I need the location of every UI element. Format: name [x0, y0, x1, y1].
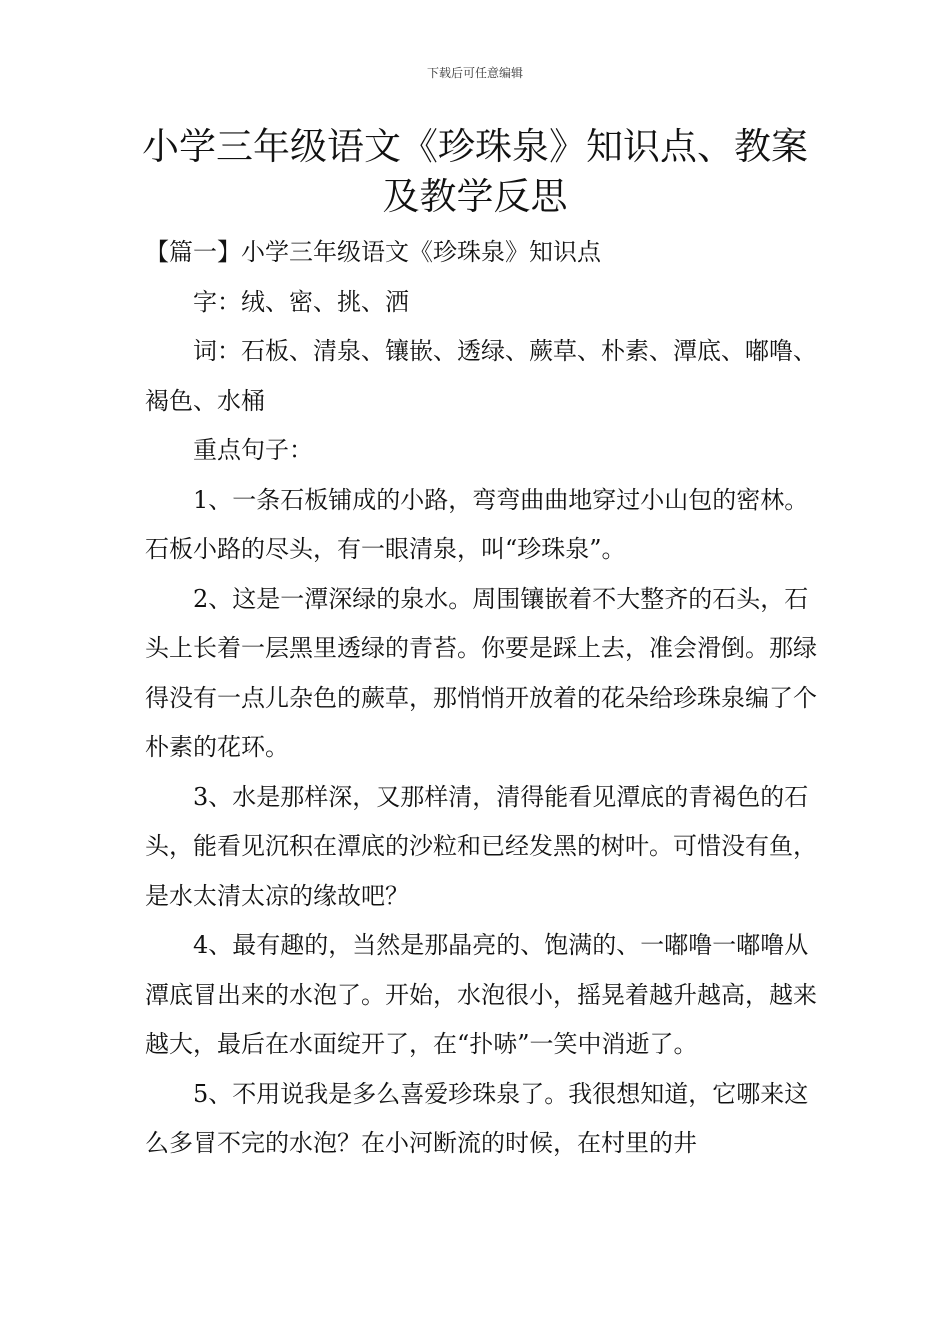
sentence-item: 4、最有趣的，当然是那晶亮的、饱满的、一嘟噜一嘟噜从潭底冒出来的水泡了。开始，水泡很小，摇晃着越升越高，越来越大，最后在水面绽开了，在“扑哧”一笑中消逝了。: [145, 931, 817, 1058]
sentence-item: 1、一条石板铺成的小路，弯弯曲曲地穿过小山包的密林。石板小路的尽头，有一眼清泉，叫“珍珠泉”。: [145, 485, 809, 563]
document-title: [100, 122, 850, 222]
title-line-1: 小学三年级语文《珍珠泉》知识点、教案: [142, 125, 808, 168]
sentence-item: 2、这是一潭深绿的泉水。周围镶嵌着不大整齐的石头，石头上长着一层黑里透绿的青苔。你要是踩上去，准会滑倒。那绿得没有一点儿杂色的蕨草，那悄悄开放着的花朵给珍珠泉编了个朴素的花环。: [145, 584, 817, 761]
sentence-item: 5、不用说我是多么喜爱珍珠泉了。我很想知道，它哪来这么多冒不完的水泡？在小河断流的时候，在村里的井: [145, 1079, 809, 1157]
sentence-item: 3、水是那样深，又那样清，清得能看见潭底的青褐色的石头，能看见沉积在潭底的沙粒和已经发黑的树叶。可惜没有鱼，是水太清太凉的缘故吧？: [145, 782, 817, 910]
title-line-2: 及教学反思: [382, 175, 568, 218]
document-body: [145, 228, 825, 1169]
header-note: 下载后可任意编辑: [426, 66, 523, 80]
words-line: 词：石板、清泉、镶嵌、透绿、蕨草、朴素、潭底、嘟噜、褐色、水桶: [145, 337, 817, 415]
key-sentences-label: 重点句子：: [193, 436, 313, 464]
section-heading: 【篇一】小学三年级语文《珍珠泉》知识点: [145, 238, 601, 266]
chars-line: 字：绒、密、挑、洒: [193, 287, 409, 316]
